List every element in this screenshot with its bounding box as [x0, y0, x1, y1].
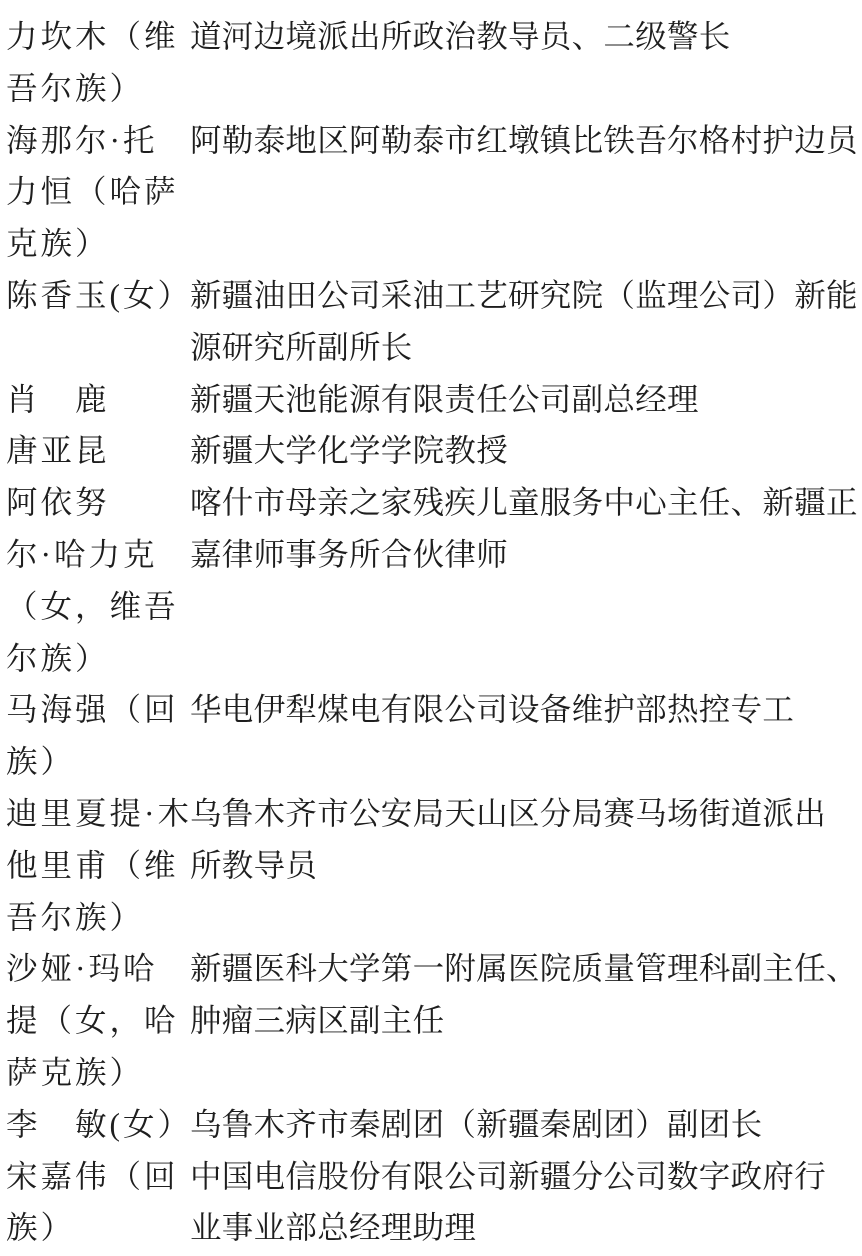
name-line: 迪里夏提·木 — [6, 795, 192, 831]
name-cell — [6, 477, 190, 684]
name-cell — [6, 115, 190, 270]
name-line: 唐亚昆 — [6, 433, 110, 469]
table-row — [6, 115, 858, 270]
name-cell — [6, 1099, 190, 1151]
name-cell — [6, 11, 190, 115]
name-line: 肖 鹿 — [6, 381, 110, 417]
position-line: 新疆油田公司采油工艺研究院（监理公司）新能 — [190, 277, 858, 313]
position-line: 新疆医科大学第一附属医院质量管理科副主任、 — [190, 951, 858, 987]
position-line: 肿瘤三病区副主任 — [190, 1003, 445, 1039]
table-row — [6, 374, 858, 426]
position-line: 所教导员 — [190, 847, 318, 883]
position-line: 源研究所副所长 — [190, 329, 413, 365]
name-line: 吾尔族） — [6, 70, 145, 106]
table-row — [6, 477, 858, 684]
position-line: 喀什市母亲之家残疾儿童服务中心主任、新疆正 — [190, 485, 858, 521]
name-cell — [6, 1151, 190, 1255]
name-cell — [6, 425, 190, 477]
position-line: 嘉律师事务所合伙律师 — [190, 536, 509, 572]
name-cell — [6, 943, 190, 1098]
position-cell — [190, 684, 858, 736]
name-line: 吾尔族） — [6, 899, 145, 935]
table-row — [6, 788, 858, 943]
table-row — [6, 1151, 858, 1255]
name-line: （女，维吾 — [6, 588, 179, 624]
name-cell — [6, 788, 190, 943]
position-cell — [190, 1151, 858, 1255]
name-line: 沙娅·玛哈 — [6, 951, 158, 987]
name-cell — [6, 270, 190, 322]
table-row — [6, 425, 858, 477]
name-line: 马海强（回 — [6, 692, 179, 728]
name-line: 萨克族） — [6, 1054, 145, 1090]
position-cell — [190, 115, 858, 167]
name-line: 阿依努 — [6, 485, 110, 521]
position-line: 中国电信股份有限公司新疆分公司数字政府行 — [190, 1158, 827, 1194]
table-row — [6, 684, 858, 788]
position-line: 华电伊犁煤电有限公司设备维护部热控专工 — [190, 692, 795, 728]
position-cell — [190, 943, 858, 1047]
name-line: 海那尔·托 — [6, 122, 158, 158]
table-row — [6, 1099, 858, 1151]
position-line: 业事业部总经理助理 — [190, 1210, 477, 1246]
position-cell — [190, 1099, 858, 1151]
position-line: 新疆天池能源有限责任公司副总经理 — [190, 381, 699, 417]
position-cell — [190, 374, 858, 426]
name-cell — [6, 684, 190, 788]
position-cell — [190, 425, 858, 477]
position-line: 乌鲁木齐市秦剧团（新疆秦剧团）副团长 — [190, 1106, 763, 1142]
name-line: 族） — [6, 744, 76, 780]
table-row — [6, 943, 858, 1098]
name-line: 族） — [6, 1210, 76, 1246]
name-line: 陈香玉(女） — [6, 277, 192, 313]
position-line: 乌鲁木齐市公安局天山区分局赛马场街道派出 — [190, 795, 827, 831]
position-line: 阿勒泰地区阿勒泰市红墩镇比铁吾尔格村护边员 — [190, 122, 858, 158]
position-cell — [190, 788, 858, 892]
name-cell — [6, 374, 190, 426]
name-line: 宋嘉伟（回 — [6, 1158, 179, 1194]
name-line: 尔族） — [6, 640, 110, 676]
table-row — [6, 11, 858, 115]
name-line: 李 敏(女） — [6, 1106, 192, 1142]
name-line: 尔·哈力克 — [6, 536, 158, 572]
name-line: 力坎木（维 — [6, 19, 179, 54]
position-cell — [190, 477, 858, 581]
position-cell — [190, 270, 858, 374]
name-line: 他里甫（维 — [6, 847, 179, 883]
table-row — [6, 270, 858, 374]
name-line: 克族） — [6, 226, 110, 262]
name-line: 力恒（哈萨 — [6, 174, 179, 210]
position-line: 新疆大学化学学院教授 — [190, 433, 509, 469]
position-cell — [190, 11, 858, 63]
position-line: 道河边境派出所政治教导员、二级警长 — [190, 19, 731, 54]
name-line: 提（女，哈 — [6, 1003, 179, 1039]
